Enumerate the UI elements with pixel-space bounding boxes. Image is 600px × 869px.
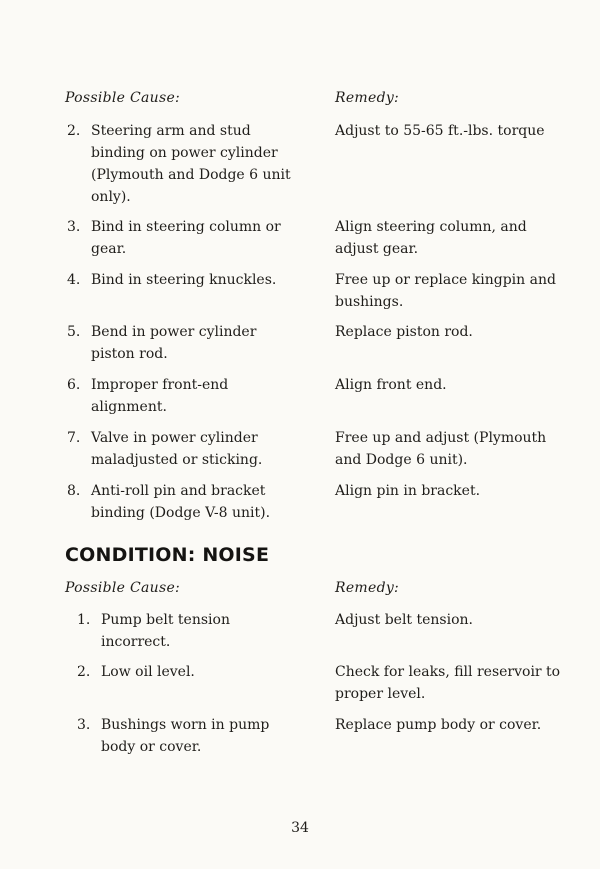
cause-entry xyxy=(67,269,307,291)
item-number: 3. xyxy=(77,717,91,733)
item-number: 1. xyxy=(77,612,91,628)
cause-entry xyxy=(77,661,277,683)
remedy-text: Align steering column, and adjust gear. xyxy=(335,219,527,257)
cause-text: Valve in power cylinder maladjusted or sticking. xyxy=(91,430,263,468)
remedy-text: Free up or replace kingpin and bushings. xyxy=(335,272,556,310)
item-number: 5. xyxy=(67,324,81,340)
remedy-text: Adjust belt tension. xyxy=(335,612,473,628)
cause-text: Bind in steering knuckles. xyxy=(91,272,277,288)
item-number: 2. xyxy=(77,664,91,680)
remedy-text: Check for leaks, fill reservoir to proper level. xyxy=(335,664,561,702)
remedy-text: Align front end. xyxy=(335,377,447,393)
remedy-text: Replace piston rod. xyxy=(335,324,473,340)
cause-entry xyxy=(67,480,312,524)
cause-entry xyxy=(67,321,277,365)
item-number: 2. xyxy=(67,123,81,139)
cause-text: Steering arm and stud binding on power cylinder (Plymouth and Dodge 6 unit only). xyxy=(91,123,291,205)
cause-entry xyxy=(77,714,292,758)
cause-entry xyxy=(67,120,307,208)
remedy-text: Adjust to 55-65 ft.-lbs. torque xyxy=(335,123,545,139)
remedy-header: Remedy: xyxy=(335,90,400,106)
cause-entry xyxy=(67,374,267,418)
cause-text: Bind in steering column or gear. xyxy=(91,219,281,257)
cause-text: Bend in power cylinder piston rod. xyxy=(91,324,257,362)
possible-cause-header: Possible Cause: xyxy=(65,580,181,596)
remedy-header: Remedy: xyxy=(335,580,400,596)
item-number: 6. xyxy=(67,377,81,393)
cause-text: Improper front-end alignment. xyxy=(91,377,229,415)
item-number: 8. xyxy=(67,483,81,499)
item-number: 7. xyxy=(67,430,81,446)
item-number: 4. xyxy=(67,272,81,288)
cause-entry xyxy=(77,609,277,653)
cause-text: Bushings worn in pump body or cover. xyxy=(101,717,270,755)
cause-text: Low oil level. xyxy=(101,664,195,680)
possible-cause-header: Possible Cause: xyxy=(65,90,181,106)
item-number: 3. xyxy=(67,219,81,235)
remedy-text: Align pin in bracket. xyxy=(335,483,481,499)
cause-text: Anti-roll pin and bracket binding (Dodge V-8 unit). xyxy=(91,483,271,521)
cause-entry xyxy=(67,427,282,471)
page-number: 34 xyxy=(291,820,309,836)
remedy-text: Replace pump body or cover. xyxy=(335,717,542,733)
cause-text: Pump belt tension incorrect. xyxy=(101,612,230,650)
remedy-text: Free up and adjust (Plymouth and Dodge 6 unit). xyxy=(335,430,547,468)
condition-heading: CONDITION: NOISE xyxy=(65,544,270,566)
cause-entry xyxy=(67,216,307,260)
